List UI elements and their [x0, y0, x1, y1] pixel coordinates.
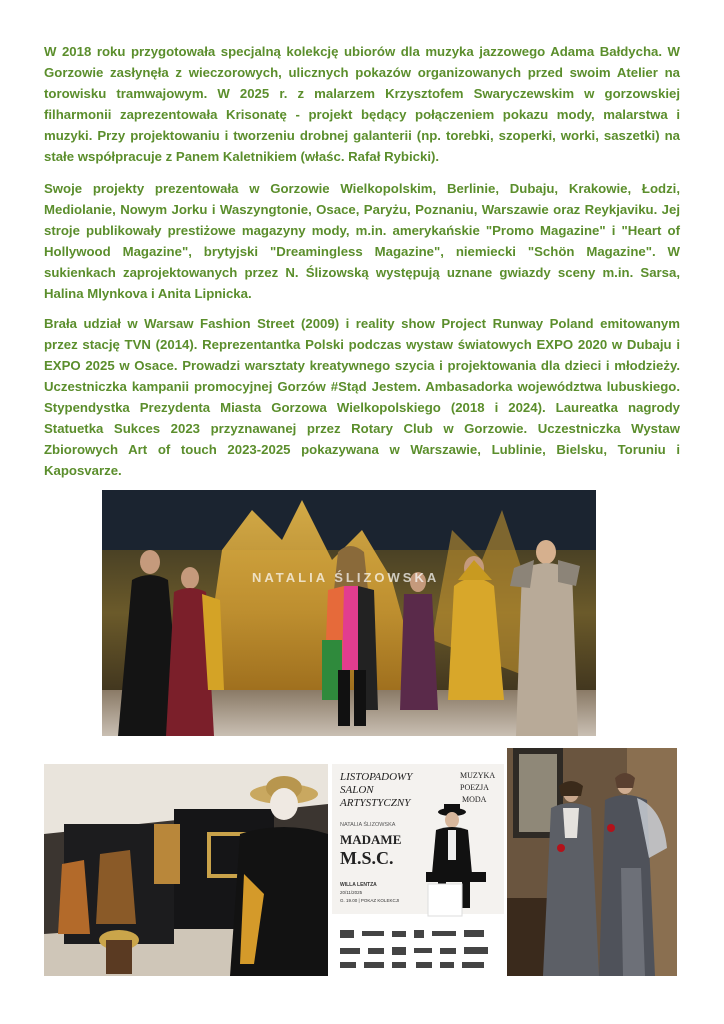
- poster-title-line2: SALON: [340, 784, 374, 796]
- runway-photo: [102, 490, 596, 736]
- poster-venue: WILLA LENTZA: [340, 882, 377, 888]
- paragraph-2: Swoje projekty prezentowała w Gorzowie Wielkopolskim, Berlinie, Dubaju, Krakowie, Łodzi, Mediolanie, Nowym Jorku i Waszyngtonie, Osace, Paryżu, Poznaniu, Warszawie oraz Reykjaviku. Jej stroje publikowały prestiżowe magazyny mody, m.in. amerykańskie "Promo Magazine" i "Heart of Hollywood Magazine", brytyjski "Dreamingless Magazine", niemiecki "Schön Magazine". W sukienkach zaprojektowanych przez N. Ślizowską występują uznane gwiazdy sceny m.in. Sarsa, Halina Mlynkova i Anita Lipnicka.: [44, 181, 680, 301]
- atelier-photo: [44, 764, 328, 976]
- poster-date: 20/11/2025: [340, 890, 363, 895]
- poster-genre-poetry: POEZJA: [460, 783, 489, 792]
- poster-show-line1: MADAME: [340, 832, 402, 847]
- poster-designer: NATALIA ŚLIZOWSKA: [340, 822, 396, 828]
- paragraph-3: Brała udział w Warsaw Fashion Street (2009) i reality show Project Runway Poland emitowanym przez stację TVN (2014). Reprezentantka Polski podczas wystaw światowych EXPO 2020 w Dubaju i EXPO 2025 w Osace. Prowadzi warsztaty kreatywnego szycia i projektowania dla dzieci i młodzieży. Uczestniczka kampanii promocyjnej Gorzów #Stąd Jestem. Ambasadorka województwa lubuskiego. Stypendystka Prezydenta Miasta Gorzowa Wielkopolskiego (2018 i 2024). Laureatka nagrody Statuetka Sukces 2023 przyznawanej przez Rotary Club w Gorzowie. Uczestniczka Wystaw Zbiorowych Art of touch 2023-2025 pokazywana w Warszawie, Lublinie, Bielsku, Toruniu i Kaposvarze.: [44, 316, 680, 478]
- poster-show-line2: M.S.C.: [340, 848, 394, 868]
- poster-title-line3: ARTYSTYCZNY: [340, 797, 411, 809]
- poster-genre-fashion: MODA: [462, 795, 487, 804]
- runway-banner-text: NATALIA ŚLIZOWSKA: [252, 570, 440, 585]
- poster-genre-music: MUZYKA: [460, 771, 496, 780]
- poster-time: G. 19.00 | POKAZ KOLEKCJI: [340, 898, 400, 903]
- poster-title-line1: LISTOPADOWY: [340, 771, 413, 783]
- models-photo: [507, 748, 677, 976]
- paragraph-1: W 2018 roku przygotowała specjalną kolekcję ubiorów dla muzyka jazzowego Adama Bałdycha. W Gorzowie zasłynęła z wieczorowych, ulicznych pokazów organizowanych przed swoim Atelier na torowisku tramwajowym. W 2025 r. z malarzem Krzysztofem Swaryczewskim w gorzowskiej filharmonii zaprezentowała Krisonatę - projekt będący połączeniem pokazu mody, malarstwa i muzyki. Przy projektowaniu i tworzeniu drobnej galanterii (np. torebki, szoperki, worki, saszetki) na stałe współpracuje z Panem Kaletnikiem (właśc. Rafał Rybicki).: [44, 44, 680, 164]
- event-poster: [332, 764, 504, 976]
